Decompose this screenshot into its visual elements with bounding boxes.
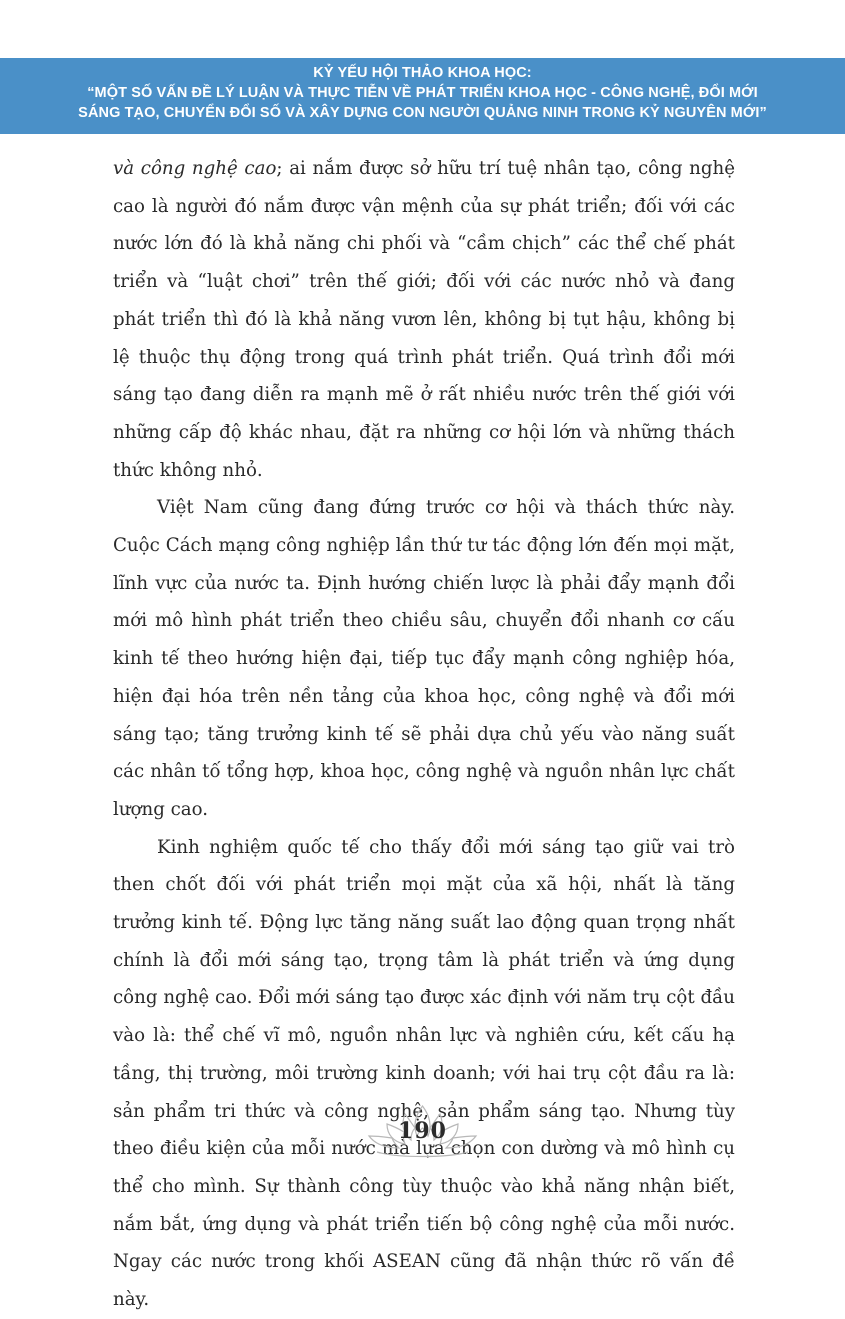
- header-band: [0, 58, 845, 134]
- header-title-line-2: “MỘT SỐ VẤN ĐỀ LÝ LUẬN VÀ THỰC TIỄN VỀ PHÁT TRIỂN KHOA HỌC - CÔNG NGHỆ, ĐỔI MỚI: [87, 85, 758, 101]
- page-number: 190: [398, 1118, 447, 1144]
- paragraph-1: [113, 150, 735, 489]
- paragraph-3: Kinh nghiệm quốc tế cho thấy đổi mới sáng tạo giữ vai trò then chốt đối với phát triển mọi mặt của xã hội, nhất là tăng trưởng kinh tế. Động lực tăng năng suất lao động quan trọng nhất chính là đổi mới sáng tạo, trọng tâm là phát triển và ứng dụng công nghệ cao. Đổi mới sáng tạo được xác định với năm trụ cột đầu vào là: thể chế vĩ mô, nguồn nhân lực và nghiên cứu, kết cấu hạ tầng, thị trường, môi trường kinh doanh; với hai trụ cột đầu ra là: sản phẩm tri thức và công nghệ, sản phẩm sáng tạo. Nhưng tùy theo điều kiện của mỗi nước mà lựa chọn con dường và mô hình cụ thể cho mình. Sự thành công tùy thuộc vào khả năng nhận biết, nắm bắt, ứng dụng và phát triển tiến bộ công nghệ của mỗi nước. Ngay các nước trong khối ASEAN cũng đã nhận thức rõ vấn đề này.: [113, 836, 735, 1311]
- header-title-line-1: KỶ YẾU HỘI THẢO KHOA HỌC:: [313, 65, 532, 81]
- paragraph-1-text: ; ai nắm được sở hữu trí tuệ nhân tạo, công nghệ cao là người đó nắm được vận mệnh của sự phát triển; đối với các nước lớn đó là khả năng chi phối và “cầm chịch” các thể chế phát triển và “luật chơi” trên thế giới; đối với các nước nhỏ và đang phát triển thì đó là khả năng vươn lên, không bị tụt hậu, không bị lệ thuộc thụ động trong quá trình phát triển. Quá trình đổi mới sáng tạo đang diễn ra mạnh mẽ ở rất nhiều nước trên thế giới với những cấp độ khác nhau, đặt ra những cơ hội lớn và những thách thức không nhỏ.: [113, 158, 735, 481]
- header-title-line-3: SÁNG TẠO, CHUYỂN ĐỔI SỐ VÀ XÂY DỰNG CON NGƯỜI QUẢNG NINH TRONG KỶ NGUYÊN MỚI”: [78, 105, 767, 121]
- paragraph-1-italic-lead: và công nghệ cao: [113, 158, 277, 179]
- paragraph-2: Việt Nam cũng đang đứng trước cơ hội và thách thức này. Cuộc Cách mạng công nghiệp lần thứ tư tác động lớn đến mọi mặt, lĩnh vực của nước ta. Định hướng chiến lược là phải đẩy mạnh đổi mới mô hình phát triển theo chiều sâu, chuyển đổi nhanh cơ cấu kinh tế theo hướng hiện đại, tiếp tục đẩy mạnh công nghiệp hóa, hiện đại hóa trên nền tảng của khoa học, công nghệ và đổi mới sáng tạo; tăng trưởng kinh tế sẽ phải dựa chủ yếu vào năng suất các nhân tố tổng hợp, khoa học, công nghệ và nguồn nhân lực chất lượng cao.: [113, 497, 735, 820]
